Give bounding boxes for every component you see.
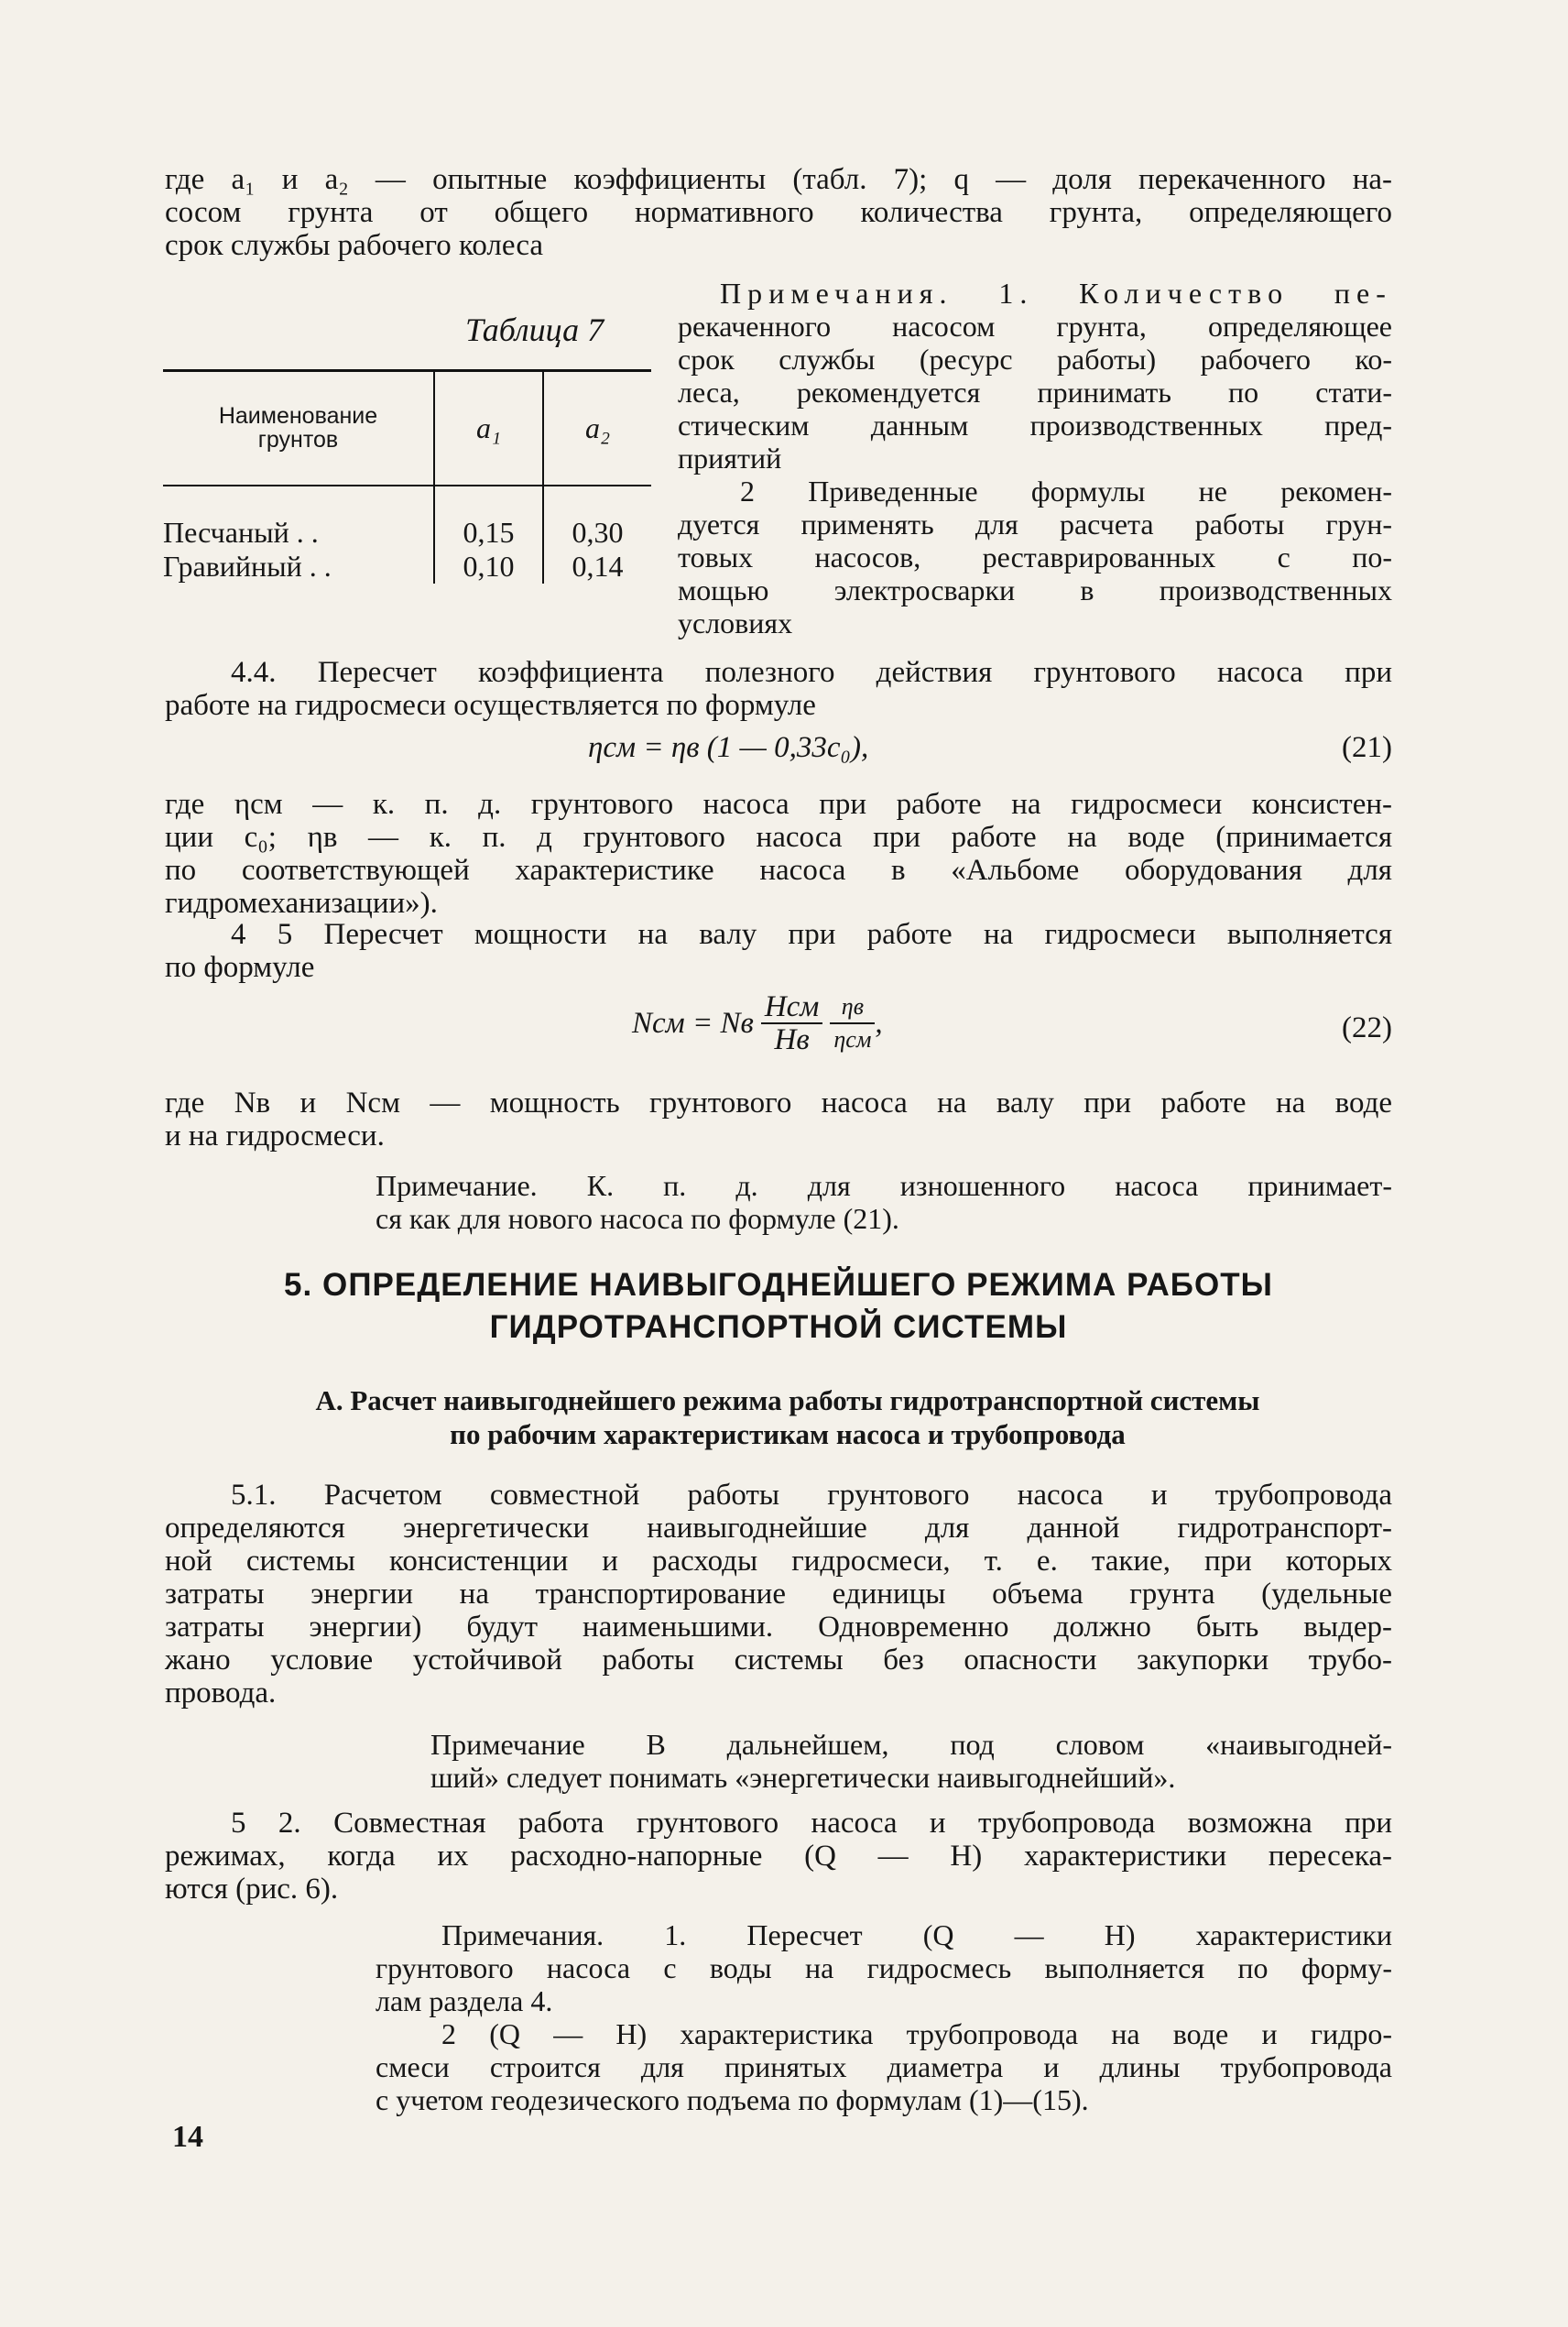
formula-22 — [632, 991, 883, 1055]
text-line: затраты энергии) будут наименьшими. Одновременно должно быть выдер- — [165, 1611, 1392, 1644]
intro-paragraph — [165, 163, 1392, 262]
table-caption: Таблица 7 — [465, 311, 604, 348]
text-line: 5 2. Совместная работа грунтового насоса и трубопровода возможна при — [231, 1807, 1392, 1840]
text-line: и на гидросмеси. — [165, 1120, 385, 1153]
fraction-numerator: Hсм — [761, 991, 823, 1024]
header-line: грунтов — [257, 427, 339, 453]
table-row — [163, 550, 651, 584]
row-a1: 0,10 — [434, 550, 543, 584]
note-line: приятий — [678, 442, 782, 475]
text-line: жано условие устойчивой работы системы без опасности закупорки трубо- — [165, 1644, 1392, 1677]
subheading-line: А. Расчет наивыгоднейшего режима работы гидротранспортной системы — [315, 1384, 1260, 1416]
text-line: где a₁ и a₂ — опытные коэффициенты (табл. 7); q — доля перекаченного на- — [165, 163, 1392, 196]
text-line: где ηсм — к. п. д. грунтового насоса при работе на гидросмеси консистен- — [165, 788, 1392, 821]
formula-22-fraction-eta — [830, 991, 875, 1055]
note-line: леса, рекомендуется принимать по стати- — [678, 376, 1392, 409]
note-line: ший» следует понимать «энергетически наивыгоднейший». — [430, 1761, 1176, 1794]
note-line: дуется применять для расчета работы грун- — [678, 508, 1392, 541]
section-heading — [165, 1264, 1392, 1349]
formula-22-lhs: Nсм = Nв — [632, 1007, 754, 1040]
formula-21: ηсм = ηв (1 — 0,33c₀), — [588, 731, 869, 764]
note-line: 2 Приведенные формулы не рекомен- — [740, 475, 1392, 508]
note-paragraph — [430, 1728, 1392, 1794]
row-a2: 0,14 — [543, 550, 651, 584]
note-line: 2 (Q — H) характеристика трубопровода на воде и гидро- — [441, 2017, 1392, 2050]
subheading-line: по рабочим характеристикам насоса и трубопровода — [450, 1418, 1126, 1450]
note-line: срок службы (ресурс работы) рабочего ко- — [678, 343, 1392, 376]
fraction-denominator: Hв — [774, 1023, 810, 1056]
note-line: стическим данным производственных пред- — [678, 409, 1392, 442]
table-row — [163, 486, 651, 550]
subsection-heading — [192, 1383, 1383, 1451]
paragraph-4-4 — [165, 656, 1392, 722]
row-name: Гравийный . . — [163, 549, 332, 583]
note-line: мощью электросварки в производственных — [678, 574, 1392, 606]
row-name: Песчаный . . — [163, 515, 319, 549]
note-line: товых насосов, реставрированных с по- — [678, 541, 1392, 574]
text-line: затраты энергии на транспортирование единицы объема грунта (удельные — [165, 1578, 1392, 1611]
formula-21-number: (21) — [1342, 731, 1392, 764]
note-line: с учетом геодезического подъема по формулам (1)—(15). — [376, 2083, 1089, 2116]
text-line: 5.1. Расчетом совместной работы грунтового насоса и трубопровода — [231, 1479, 1392, 1512]
note-line: лам раздела 4. — [376, 1984, 553, 2017]
formula-22-tail: , — [875, 1007, 883, 1040]
text-line: определяются энергетически наивыгоднейшие для данной гидротранспорт- — [165, 1512, 1392, 1545]
note-line: рекаченного насосом грунта, определяющее — [678, 310, 1392, 343]
header-line: Наименование — [218, 403, 378, 430]
heading-line: ГИДРОТРАНСПОРТНОЙ СИСТЕМЫ — [489, 1309, 1068, 1345]
table-7 — [163, 369, 651, 584]
text-line: работе на гидросмеси осуществляется по формуле — [165, 689, 816, 722]
formula-22-fraction-h — [761, 991, 823, 1055]
fraction-numerator: ηв — [830, 991, 875, 1024]
text-line: ции c₀; ηв — к. п. д грунтового насоса при работе на воде (принимается — [165, 821, 1392, 854]
text-line: ются (рис. 6). — [165, 1873, 339, 1906]
text-line: по формуле — [165, 951, 315, 984]
note-line: условиях — [678, 606, 793, 639]
note-line: Примечания. 1. Количество пе- — [720, 277, 1392, 310]
text-line: режимах, когда их расходно-напорные (Q — H) характеристики пересека- — [165, 1840, 1392, 1873]
text-line: ной системы консистенции и расходы гидросмеси, т. е. такие, при которых — [165, 1545, 1392, 1578]
text-line: срок службы рабочего колеса — [165, 229, 544, 262]
row-a1: 0,15 — [434, 486, 543, 550]
notes-block — [678, 277, 1392, 639]
note-line: смеси строится для принятых диаметра и длины трубопровода — [376, 2050, 1392, 2083]
table-header-name — [163, 371, 434, 486]
note-paragraph — [376, 1169, 1392, 1235]
paragraph-4-5 — [165, 918, 1392, 984]
note-line: ся как для нового насоса по формуле (21). — [376, 1202, 899, 1235]
note-line: Примечания. 1. Пересчет (Q — H) характеристики — [441, 1918, 1392, 1951]
text-line: 4 5 Пересчет мощности на валу при работе на гидросмеси выполняется — [231, 918, 1392, 951]
note-line: грунтового насоса с воды на гидросмесь выполняется по форму- — [376, 1951, 1392, 1984]
text-line: по соответствующей характеристике насоса в «Альбоме оборудования для — [165, 854, 1392, 887]
text-line: гидромеханизации»). — [165, 887, 438, 920]
paragraph-5-2 — [165, 1807, 1392, 1906]
note-line: Примечание В дальнейшем, под словом «наивыгодней- — [430, 1728, 1392, 1761]
notes-block — [376, 1918, 1392, 2116]
note-line: Примечание. К. п. д. для изношенного насоса принимает- — [376, 1169, 1392, 1202]
paragraph-5-1 — [165, 1479, 1392, 1710]
table-header-a1: a₁ — [434, 371, 543, 486]
text-line: где Nв и Nсм — мощность грунтового насоса на валу при работе на воде — [165, 1087, 1392, 1120]
text-line: 4.4. Пересчет коэффициента полезного действия грунтового насоса при — [231, 656, 1392, 689]
table-header-a2: a₂ — [543, 371, 651, 486]
fraction-denominator: ηсм — [833, 1026, 872, 1053]
text-line: сосом грунта от общего нормативного количества грунта, определяющего — [165, 196, 1392, 229]
text-line: провода. — [165, 1677, 277, 1710]
row-a2: 0,30 — [543, 486, 651, 550]
page-number: 14 — [172, 2120, 203, 2154]
paragraph-4-4-where — [165, 788, 1392, 920]
formula-22-number: (22) — [1342, 1011, 1392, 1044]
paragraph-4-5-where — [165, 1087, 1392, 1153]
heading-line: 5. ОПРЕДЕЛЕНИЕ НАИВЫГОДНЕЙШЕГО РЕЖИМА РАБОТЫ — [283, 1267, 1273, 1303]
